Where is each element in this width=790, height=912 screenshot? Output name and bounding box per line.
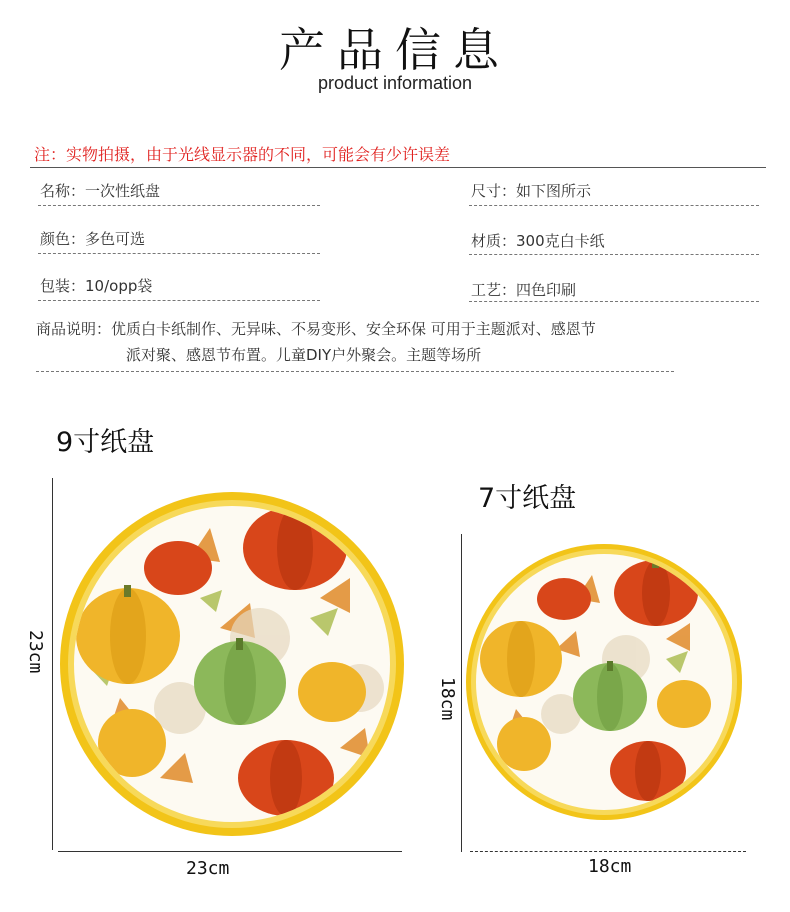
small-height-label: 18cm xyxy=(437,677,458,721)
disclaimer-note: 注：实物拍摄，由于光线显示器的不同，可能会有少许误差 xyxy=(34,145,451,164)
small-plate-image xyxy=(466,539,742,825)
large-width-line xyxy=(58,851,402,852)
small-plate-label: 7寸纸盘 xyxy=(478,483,577,514)
small-width-label: 18cm xyxy=(588,856,632,877)
large-plate-image xyxy=(60,488,404,840)
large-height-line xyxy=(52,478,53,850)
large-width-label: 23cm xyxy=(186,858,230,879)
dash-divider xyxy=(36,371,674,372)
large-plate-label: 9寸纸盘 xyxy=(56,427,155,458)
spec-craft: 工艺：四色印刷 xyxy=(471,281,577,299)
dash-divider xyxy=(38,300,320,301)
spec-packing: 包装：10/opp袋 xyxy=(40,277,153,295)
spec-size: 尺寸：如下图所示 xyxy=(471,182,592,200)
dash-divider xyxy=(469,205,759,206)
dash-divider xyxy=(38,205,320,206)
dash-divider xyxy=(38,253,320,254)
page-title: 产品信息 xyxy=(279,23,511,77)
description-line-2: 派对聚、感恩节布置。儿童DIY户外聚会。主题等场所 xyxy=(126,346,482,364)
spec-name: 名称：一次性纸盘 xyxy=(40,182,161,200)
dash-divider xyxy=(469,254,759,255)
dash-divider xyxy=(469,301,759,302)
spec-material: 材质：300克白卡纸 xyxy=(471,232,605,250)
divider xyxy=(30,167,766,168)
large-height-label: 23cm xyxy=(25,630,46,674)
small-height-line xyxy=(461,534,462,852)
small-width-line xyxy=(470,851,746,852)
page-subtitle: product information xyxy=(317,73,473,93)
spec-color: 颜色：多色可选 xyxy=(40,230,146,248)
description-line-1: 商品说明：优质白卡纸制作、无异味、不易变形、安全环保 可用于主题派对、感恩节 xyxy=(36,320,596,338)
